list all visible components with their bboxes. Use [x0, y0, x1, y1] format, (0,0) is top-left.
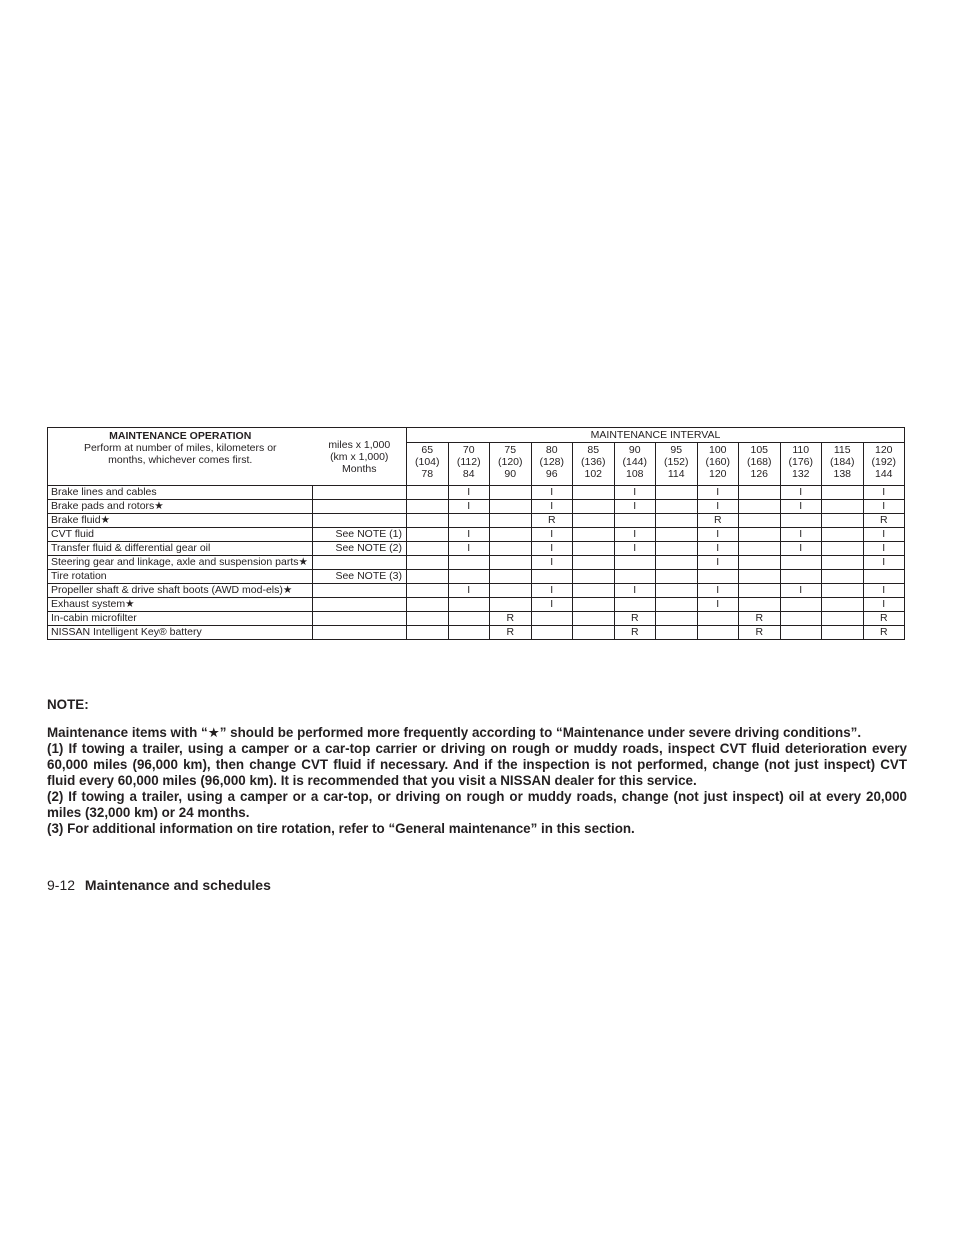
interval-mark-cell: I: [697, 584, 739, 598]
interval-mark-cell: [573, 570, 615, 584]
interval-mark-cell: [407, 584, 449, 598]
interval-mark-cell: I: [780, 500, 822, 514]
interval-mark-cell: [531, 612, 573, 626]
interval-mark-cell: I: [448, 542, 490, 556]
interval-mark-cell: R: [863, 514, 905, 528]
interval-mark-cell: I: [531, 486, 573, 500]
interval-mark-cell: [780, 514, 822, 528]
interval-months: 102: [584, 468, 603, 480]
interval-mark-cell: I: [863, 486, 905, 500]
interval-mark-cell: [739, 542, 781, 556]
interval-mark-cell: I: [863, 584, 905, 598]
interval-mark-cell: [822, 542, 864, 556]
interval-months: 138: [833, 468, 852, 480]
note-1: (1) If towing a trailer, using a camper or a car-top carrier or driving on rough or muddy roads, inspect CVT fluid deterioration every 60,000 miles (96,000 km), then change CVT fluid if necessary. And if the inspection is not performed, change (not just inspect) CVT fluid every 60,000 miles (96,000 km). It is recommended that you visit a NISSAN dealer for this service.: [47, 741, 907, 788]
operation-name: Brake fluid★: [48, 514, 313, 528]
interval-mark-cell: R: [531, 514, 573, 528]
interval-mark-cell: [573, 626, 615, 640]
interval-mark-cell: [407, 598, 449, 612]
interval-mark-cell: [448, 514, 490, 528]
interval-mark-cell: [822, 570, 864, 584]
interval-mark-cell: R: [490, 612, 532, 626]
operation-note-ref: See NOTE (2): [313, 542, 407, 556]
maintenance-operation-header: [48, 428, 313, 486]
interval-mark-cell: I: [448, 500, 490, 514]
interval-mark-cell: [407, 528, 449, 542]
interval-mark-cell: [822, 626, 864, 640]
table-row: [48, 556, 905, 570]
interval-mark-cell: [822, 556, 864, 570]
interval-header-cell: [407, 443, 449, 486]
interval-mark-cell: [739, 528, 781, 542]
interval-mark-cell: [573, 486, 615, 500]
interval-mark-cell: I: [863, 500, 905, 514]
interval-mark-cell: [656, 500, 698, 514]
interval-mark-cell: I: [531, 528, 573, 542]
operation-note-ref: [313, 598, 407, 612]
interval-miles: 120: [875, 444, 893, 456]
interval-km: (136): [580, 456, 606, 468]
interval-miles: 95: [670, 444, 683, 456]
page-footer: [47, 877, 271, 893]
notes-section: [47, 697, 907, 837]
interval-mark-cell: [407, 542, 449, 556]
interval-mark-cell: [448, 612, 490, 626]
interval-km: (176): [788, 456, 813, 468]
interval-mark-cell: [407, 514, 449, 528]
interval-header-cell: [448, 443, 490, 486]
interval-mark-cell: [739, 584, 781, 598]
interval-mark-cell: [448, 556, 490, 570]
interval-mark-cell: R: [490, 626, 532, 640]
interval-mark-cell: I: [448, 486, 490, 500]
interval-mark-cell: [573, 528, 615, 542]
table-row: [48, 598, 905, 612]
interval-mark-cell: [739, 570, 781, 584]
interval-miles: 100: [708, 444, 727, 456]
interval-mark-cell: [656, 528, 698, 542]
interval-mark-cell: R: [739, 626, 781, 640]
operation-note-ref: See NOTE (3): [313, 570, 407, 584]
interval-mark-cell: [614, 514, 656, 528]
interval-mark-cell: [656, 612, 698, 626]
interval-mark-cell: I: [531, 542, 573, 556]
interval-header-cell: [656, 443, 698, 486]
interval-km: (160): [705, 456, 730, 468]
table-row: [48, 500, 905, 514]
interval-months: 108: [625, 468, 644, 480]
interval-mark-cell: [490, 486, 532, 500]
operation-note-ref: [313, 612, 407, 626]
interval-mark-cell: [822, 612, 864, 626]
interval-miles: 115: [833, 444, 851, 456]
interval-mark-cell: [490, 598, 532, 612]
interval-mark-cell: [822, 528, 864, 542]
interval-header-cell: [490, 443, 532, 486]
interval-miles: 105: [750, 444, 769, 456]
interval-mark-cell: I: [697, 500, 739, 514]
interval-mark-cell: I: [614, 584, 656, 598]
maintenance-operation-subtitle-1: Perform at number of miles, kilometers or: [83, 442, 277, 454]
operation-note-ref: [313, 626, 407, 640]
interval-mark-cell: [490, 570, 532, 584]
interval-mark-cell: R: [739, 612, 781, 626]
interval-mark-cell: [407, 486, 449, 500]
maintenance-operation-subtitle-2: months, whichever comes first.: [108, 454, 253, 466]
interval-mark-cell: R: [863, 612, 905, 626]
interval-mark-cell: I: [614, 528, 656, 542]
units-header: [313, 428, 407, 486]
interval-mark-cell: [614, 598, 656, 612]
interval-header-cell: [822, 443, 864, 486]
interval-mark-cell: R: [863, 626, 905, 640]
interval-miles: 75: [504, 444, 517, 456]
interval-mark-cell: I: [863, 556, 905, 570]
interval-months: 114: [667, 468, 685, 480]
operation-note-ref: [313, 486, 407, 500]
maintenance-interval-header: MAINTENANCE INTERVAL: [407, 428, 905, 443]
section-title: Maintenance and schedules: [84, 877, 271, 893]
operation-name: Transfer fluid & differential gear oil: [48, 542, 313, 556]
interval-header-cell: [739, 443, 781, 486]
interval-mark-cell: I: [780, 528, 822, 542]
operation-note-ref: [313, 514, 407, 528]
table-row: [48, 584, 905, 598]
note-2: (2) If towing a trailer, using a camper or a car-top, or driving on rough or muddy roads, change (not just inspect) oil at every 20,000 miles (32,000 km) or 24 months.: [47, 789, 907, 820]
interval-mark-cell: [697, 626, 739, 640]
interval-mark-cell: I: [863, 528, 905, 542]
units-miles-label: miles x 1,000: [328, 438, 391, 451]
operation-name: NISSAN Intelligent Key® battery: [48, 626, 313, 640]
interval-months: 144: [875, 468, 893, 480]
interval-km: (104): [414, 456, 440, 468]
interval-mark-cell: [407, 626, 449, 640]
interval-mark-cell: I: [863, 542, 905, 556]
interval-mark-cell: [656, 486, 698, 500]
interval-months: 84: [462, 468, 475, 480]
table-row: [48, 542, 905, 556]
interval-mark-cell: [822, 598, 864, 612]
interval-miles: 70: [462, 444, 475, 456]
interval-mark-cell: [656, 598, 698, 612]
interval-mark-cell: [490, 584, 532, 598]
operation-name: In-cabin microfilter: [48, 612, 313, 626]
interval-mark-cell: I: [697, 528, 739, 542]
units-months-label: Months: [342, 462, 377, 475]
interval-mark-cell: R: [614, 626, 656, 640]
interval-km: (112): [456, 456, 481, 468]
interval-km: (184): [829, 456, 855, 468]
interval-months: 90: [504, 468, 517, 480]
interval-mark-cell: I: [448, 528, 490, 542]
interval-miles: 80: [545, 444, 558, 456]
interval-miles: 110: [792, 444, 810, 456]
interval-mark-cell: [407, 570, 449, 584]
interval-mark-cell: [656, 514, 698, 528]
operation-name: Propeller shaft & drive shaft boots (AWD mod-els)★: [48, 584, 313, 598]
interval-mark-cell: [614, 570, 656, 584]
interval-header-cell: [573, 443, 615, 486]
interval-mark-cell: [614, 556, 656, 570]
interval-mark-cell: I: [697, 598, 739, 612]
interval-mark-cell: [656, 570, 698, 584]
interval-header-cell: [863, 443, 905, 486]
interval-mark-cell: [780, 626, 822, 640]
page-number: 9-12: [47, 877, 76, 893]
interval-mark-cell: I: [863, 598, 905, 612]
interval-header-cell: [614, 443, 656, 486]
interval-mark-cell: [448, 626, 490, 640]
interval-months: 78: [421, 468, 434, 480]
interval-mark-cell: [448, 570, 490, 584]
interval-mark-cell: [490, 500, 532, 514]
maintenance-schedule-table: [47, 427, 905, 640]
interval-mark-cell: [739, 486, 781, 500]
interval-mark-cell: I: [697, 556, 739, 570]
interval-mark-cell: I: [531, 584, 573, 598]
interval-mark-cell: [573, 500, 615, 514]
interval-mark-cell: I: [780, 542, 822, 556]
interval-mark-cell: [490, 528, 532, 542]
operation-name: Exhaust system★: [48, 598, 313, 612]
interval-months: 120: [708, 468, 727, 480]
interval-mark-cell: [780, 556, 822, 570]
interval-mark-cell: [573, 514, 615, 528]
interval-mark-cell: [739, 514, 781, 528]
interval-mark-cell: [656, 556, 698, 570]
interval-mark-cell: [573, 542, 615, 556]
table-row: [48, 528, 905, 542]
interval-months: 132: [791, 468, 810, 480]
interval-header-cell: [697, 443, 739, 486]
interval-mark-cell: [573, 612, 615, 626]
interval-mark-cell: [739, 556, 781, 570]
interval-mark-cell: [573, 584, 615, 598]
interval-mark-cell: [407, 612, 449, 626]
interval-mark-cell: I: [531, 500, 573, 514]
interval-km: (168): [746, 456, 772, 468]
interval-miles: 90: [628, 444, 641, 456]
table-row: [48, 570, 905, 584]
interval-km: (192): [871, 456, 897, 468]
note-heading: NOTE:: [47, 697, 89, 712]
interval-mark-cell: [697, 570, 739, 584]
units-km-label: (km x 1,000): [330, 450, 389, 463]
table-row: [48, 612, 905, 626]
schedule-body: [48, 486, 905, 640]
interval-mark-cell: [739, 598, 781, 612]
interval-mark-cell: [490, 514, 532, 528]
table-row: [48, 514, 905, 528]
operation-name: Brake lines and cables: [48, 486, 313, 500]
interval-mark-cell: [573, 556, 615, 570]
interval-mark-cell: I: [531, 598, 573, 612]
interval-mark-cell: [780, 612, 822, 626]
interval-miles: 65: [421, 444, 434, 456]
interval-km: (128): [539, 456, 564, 468]
operation-name: Brake pads and rotors★: [48, 500, 313, 514]
interval-mark-cell: I: [614, 486, 656, 500]
interval-mark-cell: I: [780, 584, 822, 598]
operation-name: Steering gear and linkage, axle and suspension parts★: [48, 556, 313, 570]
interval-km: (144): [622, 456, 647, 468]
interval-mark-cell: [490, 556, 532, 570]
maintenance-operation-title: MAINTENANCE OPERATION: [109, 430, 252, 442]
interval-header-cell: [531, 443, 573, 486]
interval-mark-cell: [739, 500, 781, 514]
operation-name: CVT fluid: [48, 528, 313, 542]
interval-mark-cell: I: [614, 500, 656, 514]
interval-km: (152): [663, 456, 689, 468]
note-severe-conditions: Maintenance items with “★” should be performed more frequently according to “Maintenance under severe driving conditions”.: [47, 725, 862, 740]
table-row: [48, 626, 905, 640]
interval-months: 96: [545, 468, 558, 480]
interval-mark-cell: [490, 542, 532, 556]
interval-mark-cell: [656, 584, 698, 598]
operation-note-ref: [313, 500, 407, 514]
interval-mark-cell: [822, 514, 864, 528]
interval-mark-cell: [656, 626, 698, 640]
interval-months: 126: [750, 468, 769, 480]
interval-mark-cell: [780, 598, 822, 612]
interval-mark-cell: I: [531, 556, 573, 570]
interval-mark-cell: [822, 486, 864, 500]
operation-name: Tire rotation: [48, 570, 313, 584]
interval-mark-cell: [448, 598, 490, 612]
interval-mark-cell: I: [780, 486, 822, 500]
interval-mark-cell: R: [614, 612, 656, 626]
interval-mark-cell: I: [697, 486, 739, 500]
interval-mark-cell: [407, 500, 449, 514]
interval-header-cell: [780, 443, 822, 486]
interval-mark-cell: [656, 542, 698, 556]
interval-km: (120): [497, 456, 523, 468]
interval-miles: 85: [587, 444, 600, 456]
note-3: (3) For additional information on tire rotation, refer to “General maintenance” in this section.: [47, 821, 635, 836]
maintenance-schedule-table-wrap: [47, 427, 904, 640]
interval-mark-cell: [531, 570, 573, 584]
operation-note-ref: See NOTE (1): [313, 528, 407, 542]
interval-mark-cell: [407, 556, 449, 570]
interval-mark-cell: I: [697, 542, 739, 556]
operation-note-ref: [313, 584, 407, 598]
interval-mark-cell: I: [614, 542, 656, 556]
interval-mark-cell: [863, 570, 905, 584]
interval-mark-cell: [697, 612, 739, 626]
interval-mark-cell: [780, 570, 822, 584]
interval-mark-cell: I: [448, 584, 490, 598]
interval-mark-cell: [822, 584, 864, 598]
operation-note-ref: [313, 556, 407, 570]
interval-mark-cell: [822, 500, 864, 514]
table-row: [48, 486, 905, 500]
interval-mark-cell: [573, 598, 615, 612]
interval-mark-cell: [531, 626, 573, 640]
interval-mark-cell: R: [697, 514, 739, 528]
